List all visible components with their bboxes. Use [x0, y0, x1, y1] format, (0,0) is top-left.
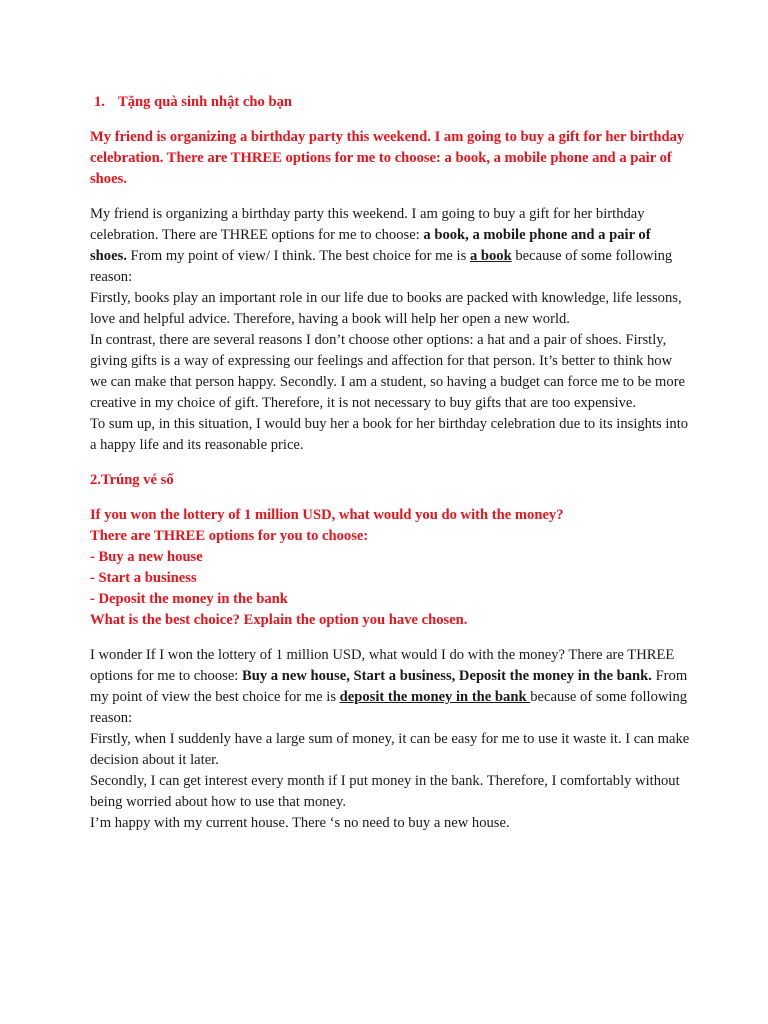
section1-answer-paragraph-3: In contrast, there are several reasons I don’t choose other options: a hat and a pair of shoes. Firstly, giving gifts is a way of expressing our feelings and affection for that person. It’s better to think how we can make that person happy. Secondly. I am a student, so having a budget can force me to be more creative in my choice of gift. Therefore, it is not necessary to buy gifts that are too expensive. [90, 332, 686, 411]
section2-prompt-line: - Buy a new house [90, 549, 203, 565]
section2-answer-paragraph-2: Firstly, when I suddenly have a large sum of money, it can be easy for me to use it waste it. I can make decision about it later. [90, 731, 690, 768]
section1-p1-mid: From my point of view/ I think. The best choice for me is [126, 248, 470, 264]
section1-p1-end: because of some following reason: [90, 248, 673, 285]
section2-p1-end: because of some following reason: [90, 689, 688, 726]
section1-heading-text: Tặng quà sinh nhật cho bạn [118, 94, 292, 110]
section1-answer-paragraph-2: Firstly, books play an important role in our life due to books are packed with knowledge, life lessons, love and helpful advice. Therefore, having a book will help her open a new world. [90, 290, 682, 327]
section2-answer-paragraph-4: I’m happy with my current house. There ‘s no need to buy a new house. [90, 815, 510, 831]
section1-p1-start: My friend is organizing a birthday party this weekend. I am going to buy a gift for her birthday celebration. There are THREE options for me to choose: [90, 206, 645, 243]
section2-answer-paragraph-1 [90, 645, 690, 729]
document-page [90, 92, 690, 834]
section2-p1-underline: deposit the money in the bank [339, 689, 531, 705]
section1-p1-bold: a book, a mobile phone and a pair of shoes. [90, 227, 651, 264]
section2-answer-paragraph-3: Secondly, I can get interest every month if I put money in the bank. Therefore, I comfortably without being worried about how to use that money. [90, 773, 680, 810]
section1-answer-paragraph-4: To sum up, in this situation, I would buy her a book for her birthday celebration due to its insights into a happy life and its reasonable price. [90, 416, 689, 453]
section2-p1-mid: From my point of view the best choice for me is [90, 668, 688, 705]
section1-heading-number: 1. [94, 94, 105, 110]
section2-p1-bold: Buy a new house, Start a business, Deposit the money in the bank. [242, 668, 652, 684]
section1-heading [90, 92, 690, 113]
section2-prompt [90, 505, 690, 631]
section2-prompt-line: If you won the lottery of 1 million USD, what would you do with the money? [90, 507, 564, 523]
section1-prompt: My friend is organizing a birthday party this weekend. I am going to buy a gift for her birthday celebration. There are THREE options for me to choose: a book, a mobile phone and a pair of shoes. [90, 129, 685, 187]
section1-answer-paragraph-1 [90, 204, 690, 288]
section2-p1-start: I wonder If I won the lottery of 1 million USD, what would I do with the money? There are THREE options for me to choose: [90, 647, 675, 684]
section2-prompt-line: There are THREE options for you to choose: [90, 528, 369, 544]
section2-heading: 2.Trúng vé số [90, 472, 174, 488]
section1-p1-underline: a book [469, 248, 512, 264]
section2-prompt-line: What is the best choice? Explain the option you have chosen. [90, 612, 468, 628]
section1-answer [90, 204, 690, 456]
section2-prompt-line: - Start a business [90, 570, 197, 586]
section2-prompt-line: - Deposit the money in the bank [90, 591, 288, 607]
